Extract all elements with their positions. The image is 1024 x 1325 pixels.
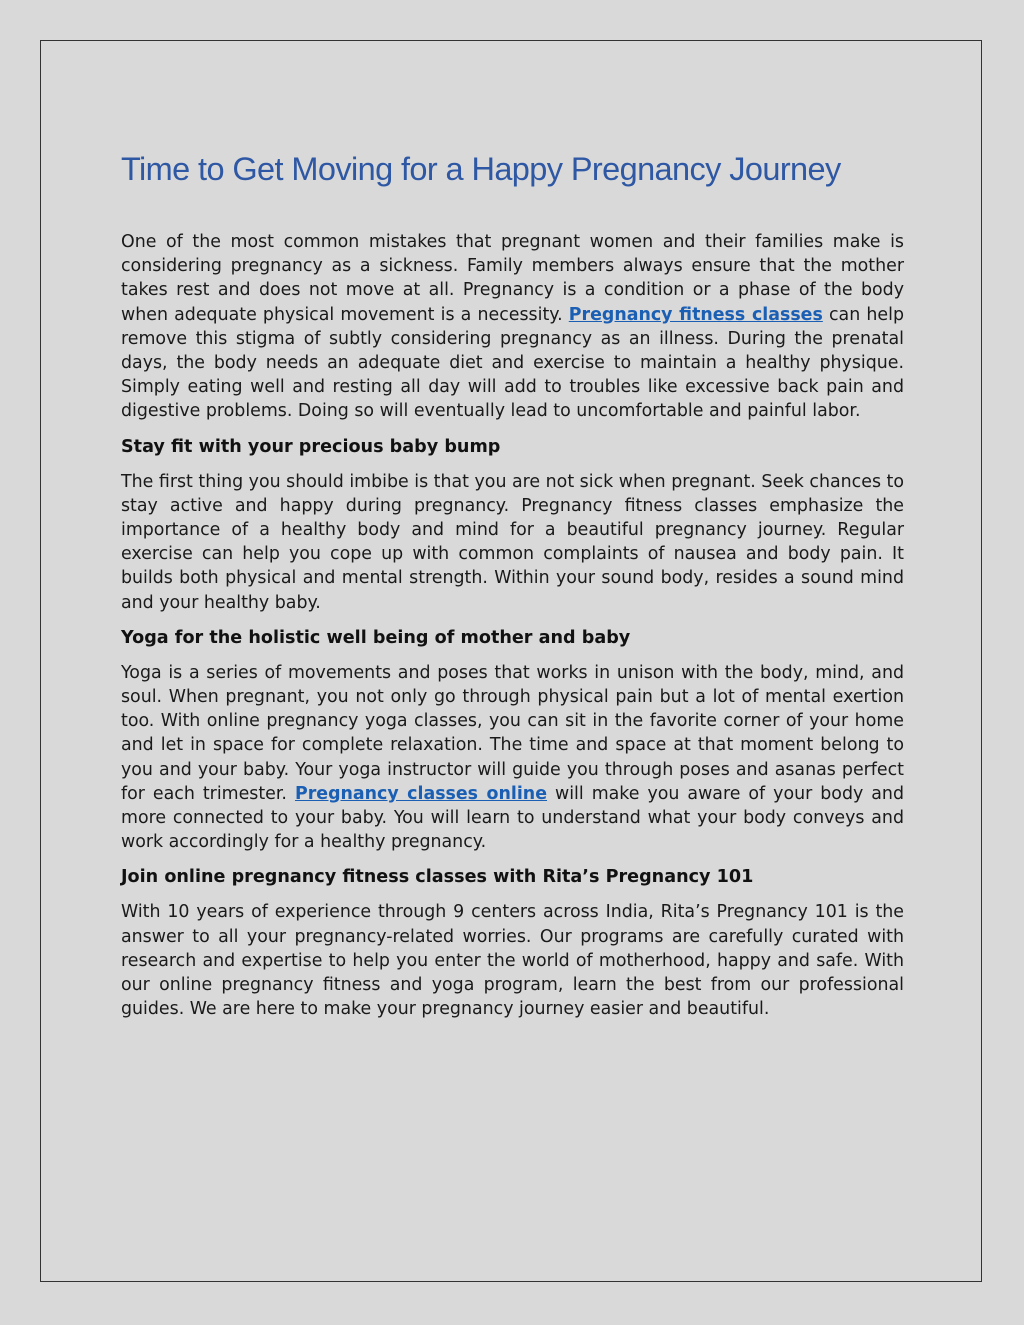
section2-text-after-link: will make you aware of your body and more connected to your baby. You will learn to understand what your body conveys and work accordingly for a healthy pregnancy. xyxy=(121,783,904,853)
document-page xyxy=(40,40,982,1282)
section1-paragraph: The first thing you should imbibe is that you are not sick when pregnant. Seek chances to stay active and happy during pregnancy. Pregnancy fitness classes emphasize the importance of a healthy body and mind for a beautiful pregnancy journey. Regular exercise can help you cope up with common complaints of nausea and body pain. It builds both physical and mental strength. Within your sound body, resides a sound mind and your healthy baby. xyxy=(121,471,904,613)
pregnancy-fitness-classes-link[interactable]: Pregnancy fitness classes xyxy=(568,304,823,325)
section1-heading: Stay fit with your precious baby bump xyxy=(121,436,501,457)
pregnancy-classes-online-link[interactable]: Pregnancy classes online xyxy=(294,783,547,804)
intro-text-after-link: can help remove this stigma of subtly considering pregnancy as an illness. During the prenatal days, the body needs an adequate diet and exercise to maintain a healthy physique. Simply eating well and resting all day will add to troubles like excessive back pain and digestive problems. Doing so will eventually lead to uncomfortable and painful labor. xyxy=(121,304,904,422)
section3-paragraph: With 10 years of experience through 9 centers across India, Rita’s Pregnancy 101 is the answer to all your pregnancy-related worries. Our programs are carefully curated with research and expertise to help you enter the world of motherhood, happy and safe. With our online pregnancy fitness and yoga program, learn the best from our professional guides. We are here to make your pregnancy journey easier and beautiful. xyxy=(121,902,904,1020)
document-title: Time to Get Moving for a Happy Pregnancy Journey xyxy=(121,151,841,187)
section2-text-before-link: Yoga is a series of movements and poses that works in unison with the body, mind, and soul. When pregnant, you not only go through physical pain but a lot of mental exertion too. With online pregnancy yoga classes, you can sit in the favorite corner of your home and let in space for complete relaxation. The time and space at that moment belong to you and your baby. Your yoga instructor will guide you through poses and asanas perfect for each trimester. xyxy=(121,662,904,804)
intro-paragraph xyxy=(121,230,904,424)
intro-text-before-link: One of the most common mistakes that pregnant women and their families make is considering pregnancy as a sickness. Family members always ensure that the mother takes rest and does not move at all. Pregnancy is a condition or a phase of the body when adequate physical movement is a necessity. xyxy=(121,232,904,325)
section3-heading: Join online pregnancy fitness classes with Rita’s Pregnancy 101 xyxy=(121,867,754,888)
document-content xyxy=(121,149,904,1031)
section2-heading: Yoga for the holistic well being of mother and baby xyxy=(121,627,631,648)
section2-paragraph xyxy=(121,661,904,855)
